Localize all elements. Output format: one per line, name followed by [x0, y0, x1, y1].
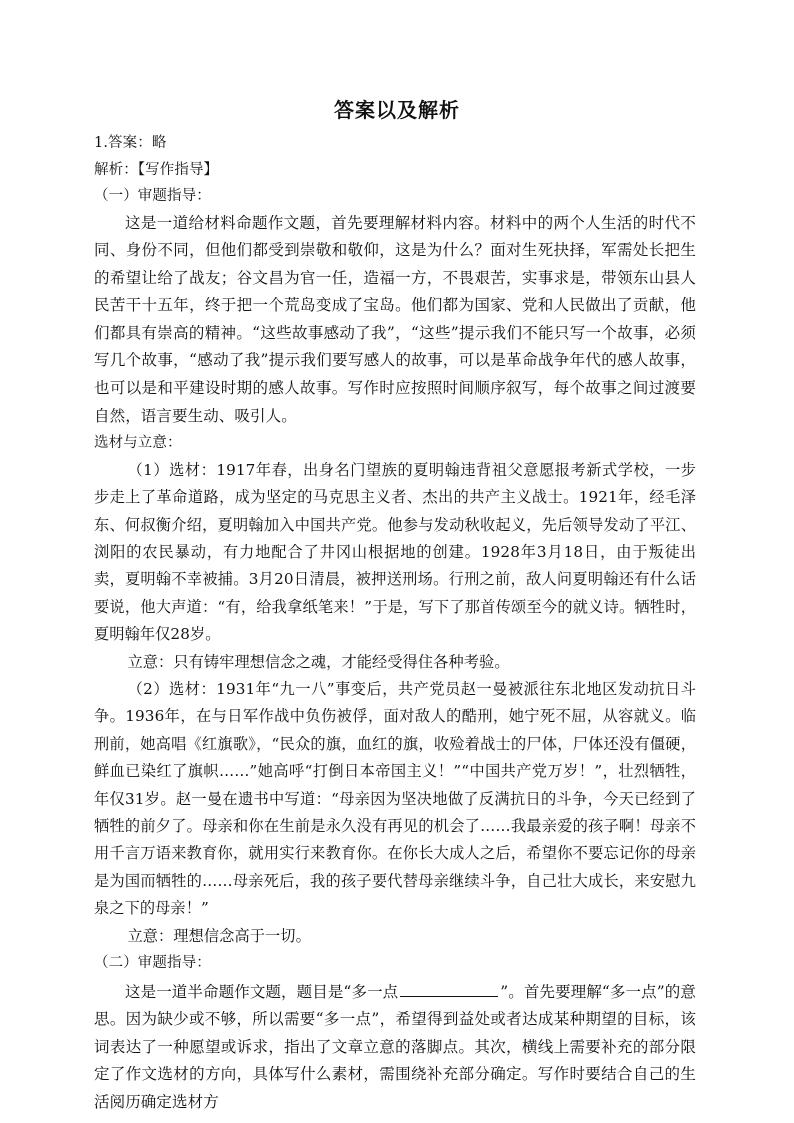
- answer-line: 1.答案：略: [94, 135, 167, 151]
- material-two-paragraph: （2）选材：1931年“九一八”事变后，共产党员赵一曼被派往东北地区发动抗日斗争。1936年，在与日军作战中负伤被俘，面对敌人的酷刑，她宁死不屈，从容就义。临刑前，她高唱《红旗歌》，“民众的旗，血红的旗，收殓着战士的尸体，尸体还没有僵硬，鲜血已染红了旗帜……”她高呼“打倒日本帝国主义！”“中国共产党万岁！”，壮烈牺牲，年仅31岁。赵一曼在遗书中写道：“母亲因为坚决地做了反满抗日的斗争，今天已经到了牺牲的前夕了。母亲和你在生前是永久没有再见的机会了……我最亲爱的孩子啊！母亲不用千言万语来教育你，就用实行来教育你。在你长大成人之后，希望你不要忘记你的母亲是为国而牺牲的……母亲死后，我的孩子要代替母亲继续斗争，自己壮大成长，来安慰九泉之下的母亲！”: [94, 680, 696, 918]
- analysis-content: [94, 130, 696, 1117]
- section-two-heading: （二）审题指导：: [94, 955, 211, 972]
- analysis-label: 解析：【写作指导】: [94, 161, 219, 178]
- material-heading: 选材与立意：: [94, 435, 182, 452]
- section-one-heading: （一）审题指导：: [94, 188, 211, 204]
- section-two-before-blank: 这是一道半命题作文题，题目是“多一点: [125, 982, 399, 1001]
- section-two-paragraph: [94, 979, 696, 1117]
- idea-one: 立意：只有铸牢理想信念之魂，才能经受得住各种考验。: [127, 652, 510, 671]
- section-two-after-blank: ”。首先要理解“多一点”的意思。因为缺少或不够，所以需要“多一点”，希望得到益处或者达成某种期望的目标，该词表达了一种愿望或诉求，指出了文章立意的落脚点。其次，横线上需要补充的部分限定了作文选材的方向，具体写什么素材，需围绕补充部分确定。写作时要结合自己的生活阅历确定选材方: [94, 982, 696, 1111]
- title-blank-underline: [400, 981, 498, 997]
- section-one-paragraph: 这是一道给材料命题作文题，首先要理解材料内容。材料中的两个人生活的时代不同、身份不同，但他们都受到崇敬和敬仰，这是为什么？面对生死抉择，军需处长把生的希望让给了战友；谷文昌为官一任，造福一方，不畏艰苦，实事求是，带领东山县人民苦干十五年，终于把一个荒岛变成了宝岛。他们都为国家、党和人民做出了贡献，他们都具有崇高的精神。“这些故事感动了我”，“这些”提示我们不能只写一个故事，必须写几个故事，“感动了我”提示我们要写感人的故事，可以是革命战争年代的感人故事，也可以是和平建设时期的感人故事。写作时应按照时间顺序叙写，每个故事之间过渡要自然，语言要生动、吸引人。: [94, 213, 696, 425]
- material-one-paragraph: （1）选材：1917年春，出身名门望族的夏明翰违背祖父意愿报考新式学校，一步步走上了革命道路，成为坚定的马克思主义者、杰出的共产主义战士。1921年，经毛泽东、何叔衡介绍，夏明翰加入中国共产党。他参与发动秋收起义，先后领导发动了平江、浏阳的农民暴动，有力地配合了井冈山根据地的创建。1928年3月18日，由于叛徒出卖，夏明翰不幸被捕。3月20日清晨，被押送刑场。行刑之前，敌人问夏明翰还有什么话要说，他大声道：“有，给我拿纸笔来！”于是，写下了那首传颂至今的就义诗。牺牲时，夏明翰年仅28岁。: [94, 460, 696, 644]
- idea-two: 立意：理想信念高于一切。: [127, 926, 311, 945]
- page-title: 答案以及解析: [334, 98, 460, 122]
